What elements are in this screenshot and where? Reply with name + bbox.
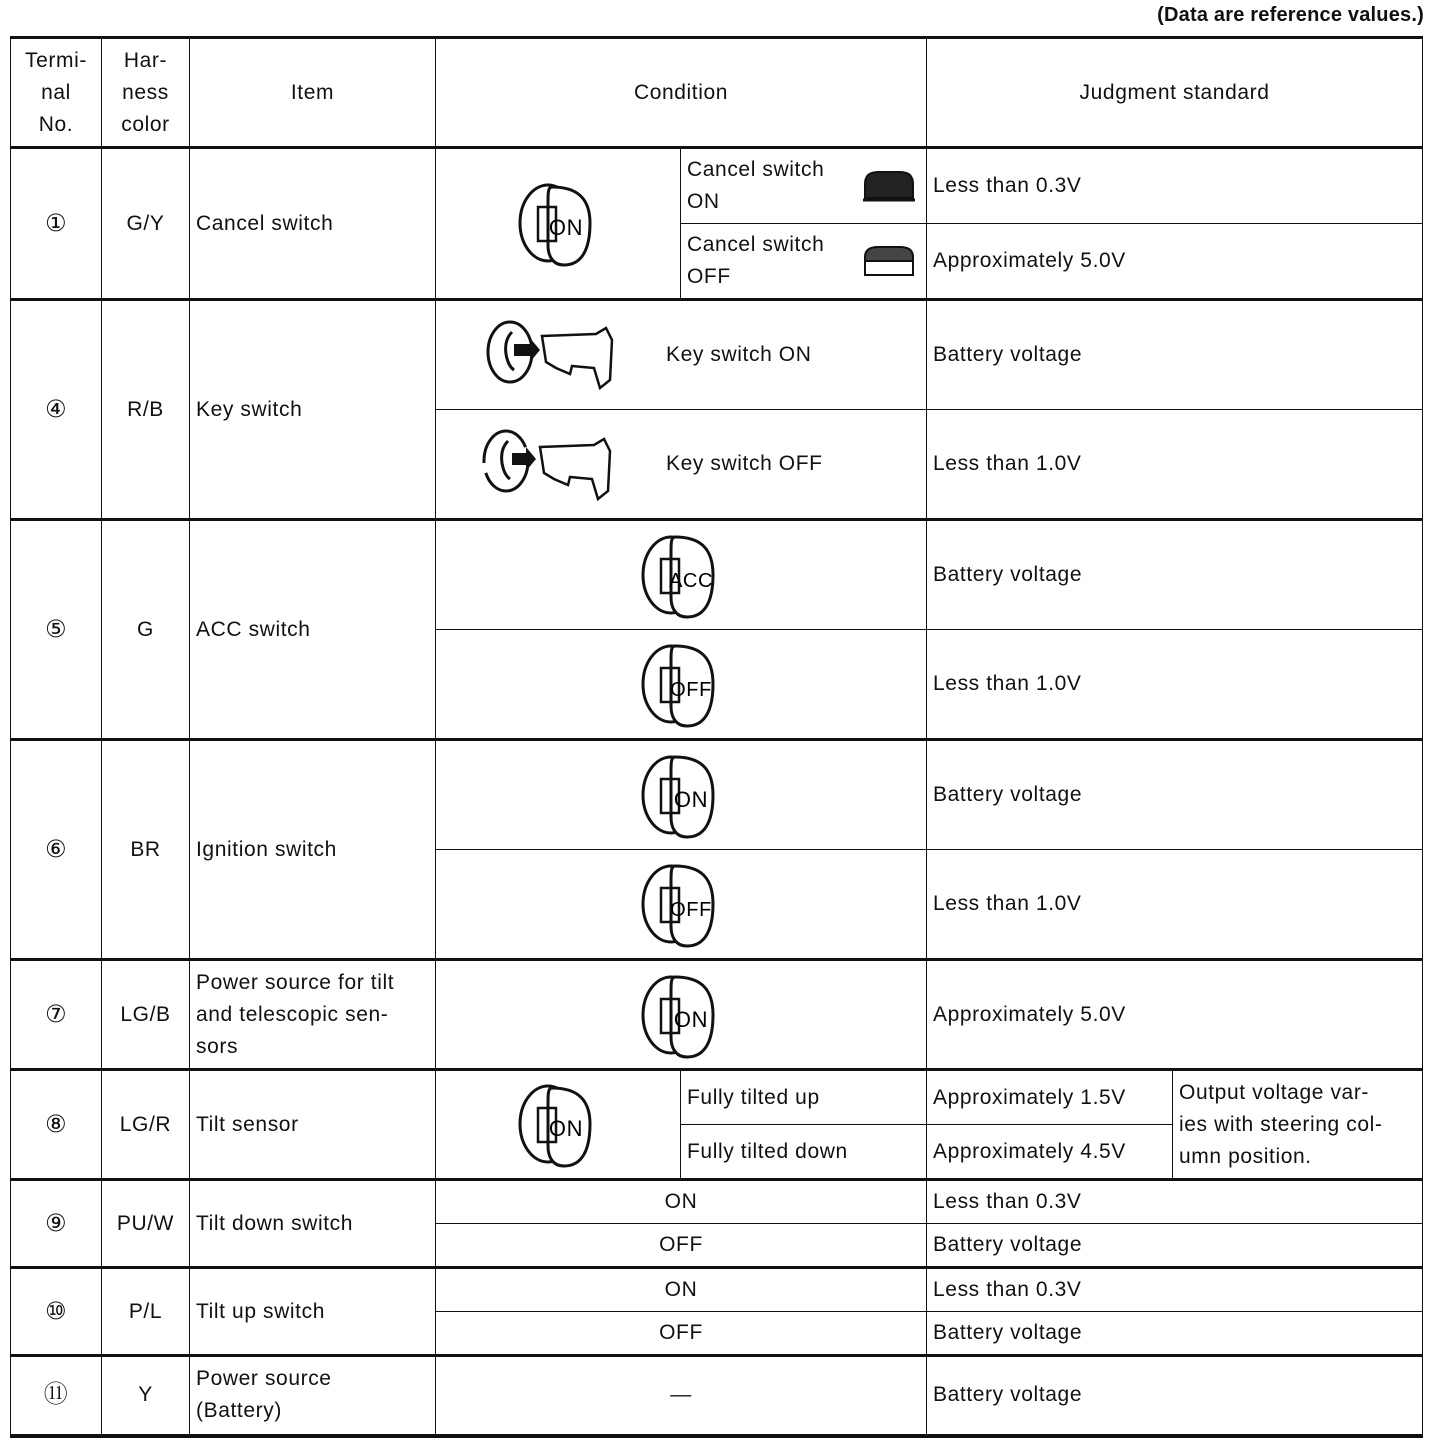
condition-text: ON	[436, 1180, 927, 1224]
harness-color: P/L	[102, 1268, 190, 1356]
harness-color: G/Y	[102, 148, 190, 300]
terminal-number: ①	[11, 148, 102, 300]
table-row	[11, 148, 1423, 224]
harness-color: BR	[102, 740, 190, 960]
item-name: Tilt down switch	[190, 1180, 436, 1268]
key-position-label: ON	[548, 1115, 584, 1141]
judgment-value: Less than 1.0V	[927, 410, 1423, 520]
button-pressed-icon	[862, 168, 916, 204]
item-name: Power source (Battery)	[190, 1356, 436, 1436]
header-condition: Condition	[436, 38, 927, 148]
judgment-value: Approximately 5.0V	[927, 224, 1423, 300]
judgment-value: Battery voltage	[927, 1312, 1423, 1356]
key-position-label: OFF	[670, 679, 712, 701]
table-row	[11, 1268, 1423, 1312]
table-row	[11, 300, 1423, 410]
harness-color: Y	[102, 1356, 190, 1436]
terminal-number: ④	[11, 300, 102, 520]
judgment-value: Less than 1.0V	[927, 850, 1423, 960]
judgment-value: Battery voltage	[927, 520, 1423, 630]
header-item: Item	[190, 38, 436, 148]
header-row	[11, 38, 1423, 148]
terminal-number: ⑪	[11, 1356, 102, 1436]
condition-text: Fully tilted down	[681, 1125, 927, 1180]
item-name: Tilt sensor	[190, 1070, 436, 1180]
item-name: Power source for tilt and telescopic sen- sors	[190, 960, 436, 1070]
table-row	[11, 520, 1423, 630]
harness-color: LG/B	[102, 960, 190, 1070]
condition-text: OFF	[436, 1224, 927, 1268]
reference-note: (Data are reference values.)	[1157, 4, 1424, 26]
condition-text: Key switch OFF	[666, 452, 823, 475]
condition-text: Key switch ON	[666, 343, 812, 366]
terminal-number: ⑩	[11, 1268, 102, 1356]
terminal-number: ⑨	[11, 1180, 102, 1268]
header-judgment: Judgment standard	[927, 38, 1423, 148]
judgment-value: Battery voltage	[927, 1224, 1423, 1268]
ignition-key-acc-icon	[436, 520, 927, 630]
condition-text: Fully tilted up	[681, 1070, 927, 1125]
condition-text: OFF	[436, 1312, 927, 1356]
judgment-value: Less than 1.0V	[927, 630, 1423, 740]
terminal-number: ⑦	[11, 960, 102, 1070]
ignition-key-on-icon	[436, 740, 927, 850]
judgment-value: Battery voltage	[927, 300, 1423, 410]
judgment-value: Less than 0.3V	[927, 148, 1423, 224]
terminal-number: ⑤	[11, 520, 102, 740]
judgment-value: Battery voltage	[927, 1356, 1423, 1436]
harness-color: LG/R	[102, 1070, 190, 1180]
table-row	[11, 740, 1423, 850]
table-row	[11, 1356, 1423, 1436]
table-row	[11, 1180, 1423, 1224]
key-position-label: ACC	[668, 570, 714, 592]
item-name: Tilt up switch	[190, 1268, 436, 1356]
table-row	[11, 1070, 1423, 1125]
key-removed-icon	[476, 419, 626, 509]
terminal-number: ⑥	[11, 740, 102, 960]
button-released-icon	[862, 243, 916, 279]
header-harness-color: Har- ness color	[102, 38, 190, 148]
judgment-value: Approximately 5.0V	[927, 960, 1423, 1070]
condition-key-inserted	[436, 300, 927, 410]
key-position-label: ON	[673, 787, 709, 812]
judgment-remark: Output voltage var- ies with steering col- umn position.	[1173, 1070, 1423, 1180]
ignition-key-on-icon	[436, 960, 927, 1070]
key-position-label: ON	[548, 214, 584, 240]
ignition-key-off-icon	[436, 850, 927, 960]
judgment-value: Approximately 1.5V	[927, 1070, 1173, 1125]
header-terminal: Termi- nal No.	[11, 38, 102, 148]
condition-key-removed	[436, 410, 927, 520]
judgment-value: Less than 0.3V	[927, 1268, 1423, 1312]
key-position-label: ON	[673, 1006, 709, 1032]
terminal-number: ⑧	[11, 1070, 102, 1180]
key-inserted-icon	[476, 310, 626, 400]
item-name: Key switch	[190, 300, 436, 520]
table-row	[11, 960, 1423, 1070]
ignition-key-on-icon	[436, 148, 681, 300]
item-name: Ignition switch	[190, 740, 436, 960]
condition-text: —	[436, 1356, 927, 1436]
ignition-key-on-icon	[436, 1070, 681, 1180]
terminal-spec-table	[10, 36, 1423, 1438]
judgment-value: Battery voltage	[927, 740, 1423, 850]
judgment-value: Less than 0.3V	[927, 1180, 1423, 1224]
item-name: Cancel switch	[190, 148, 436, 300]
key-position-label: OFF	[670, 899, 712, 921]
item-name: ACC switch	[190, 520, 436, 740]
harness-color: PU/W	[102, 1180, 190, 1268]
harness-color: G	[102, 520, 190, 740]
ignition-key-off-icon	[436, 630, 927, 740]
condition-cancel-off: Cancel switch OFF	[681, 224, 927, 300]
judgment-value: Approximately 4.5V	[927, 1125, 1173, 1180]
condition-text: ON	[436, 1268, 927, 1312]
harness-color: R/B	[102, 300, 190, 520]
condition-cancel-on: Cancel switch ON	[681, 148, 927, 224]
